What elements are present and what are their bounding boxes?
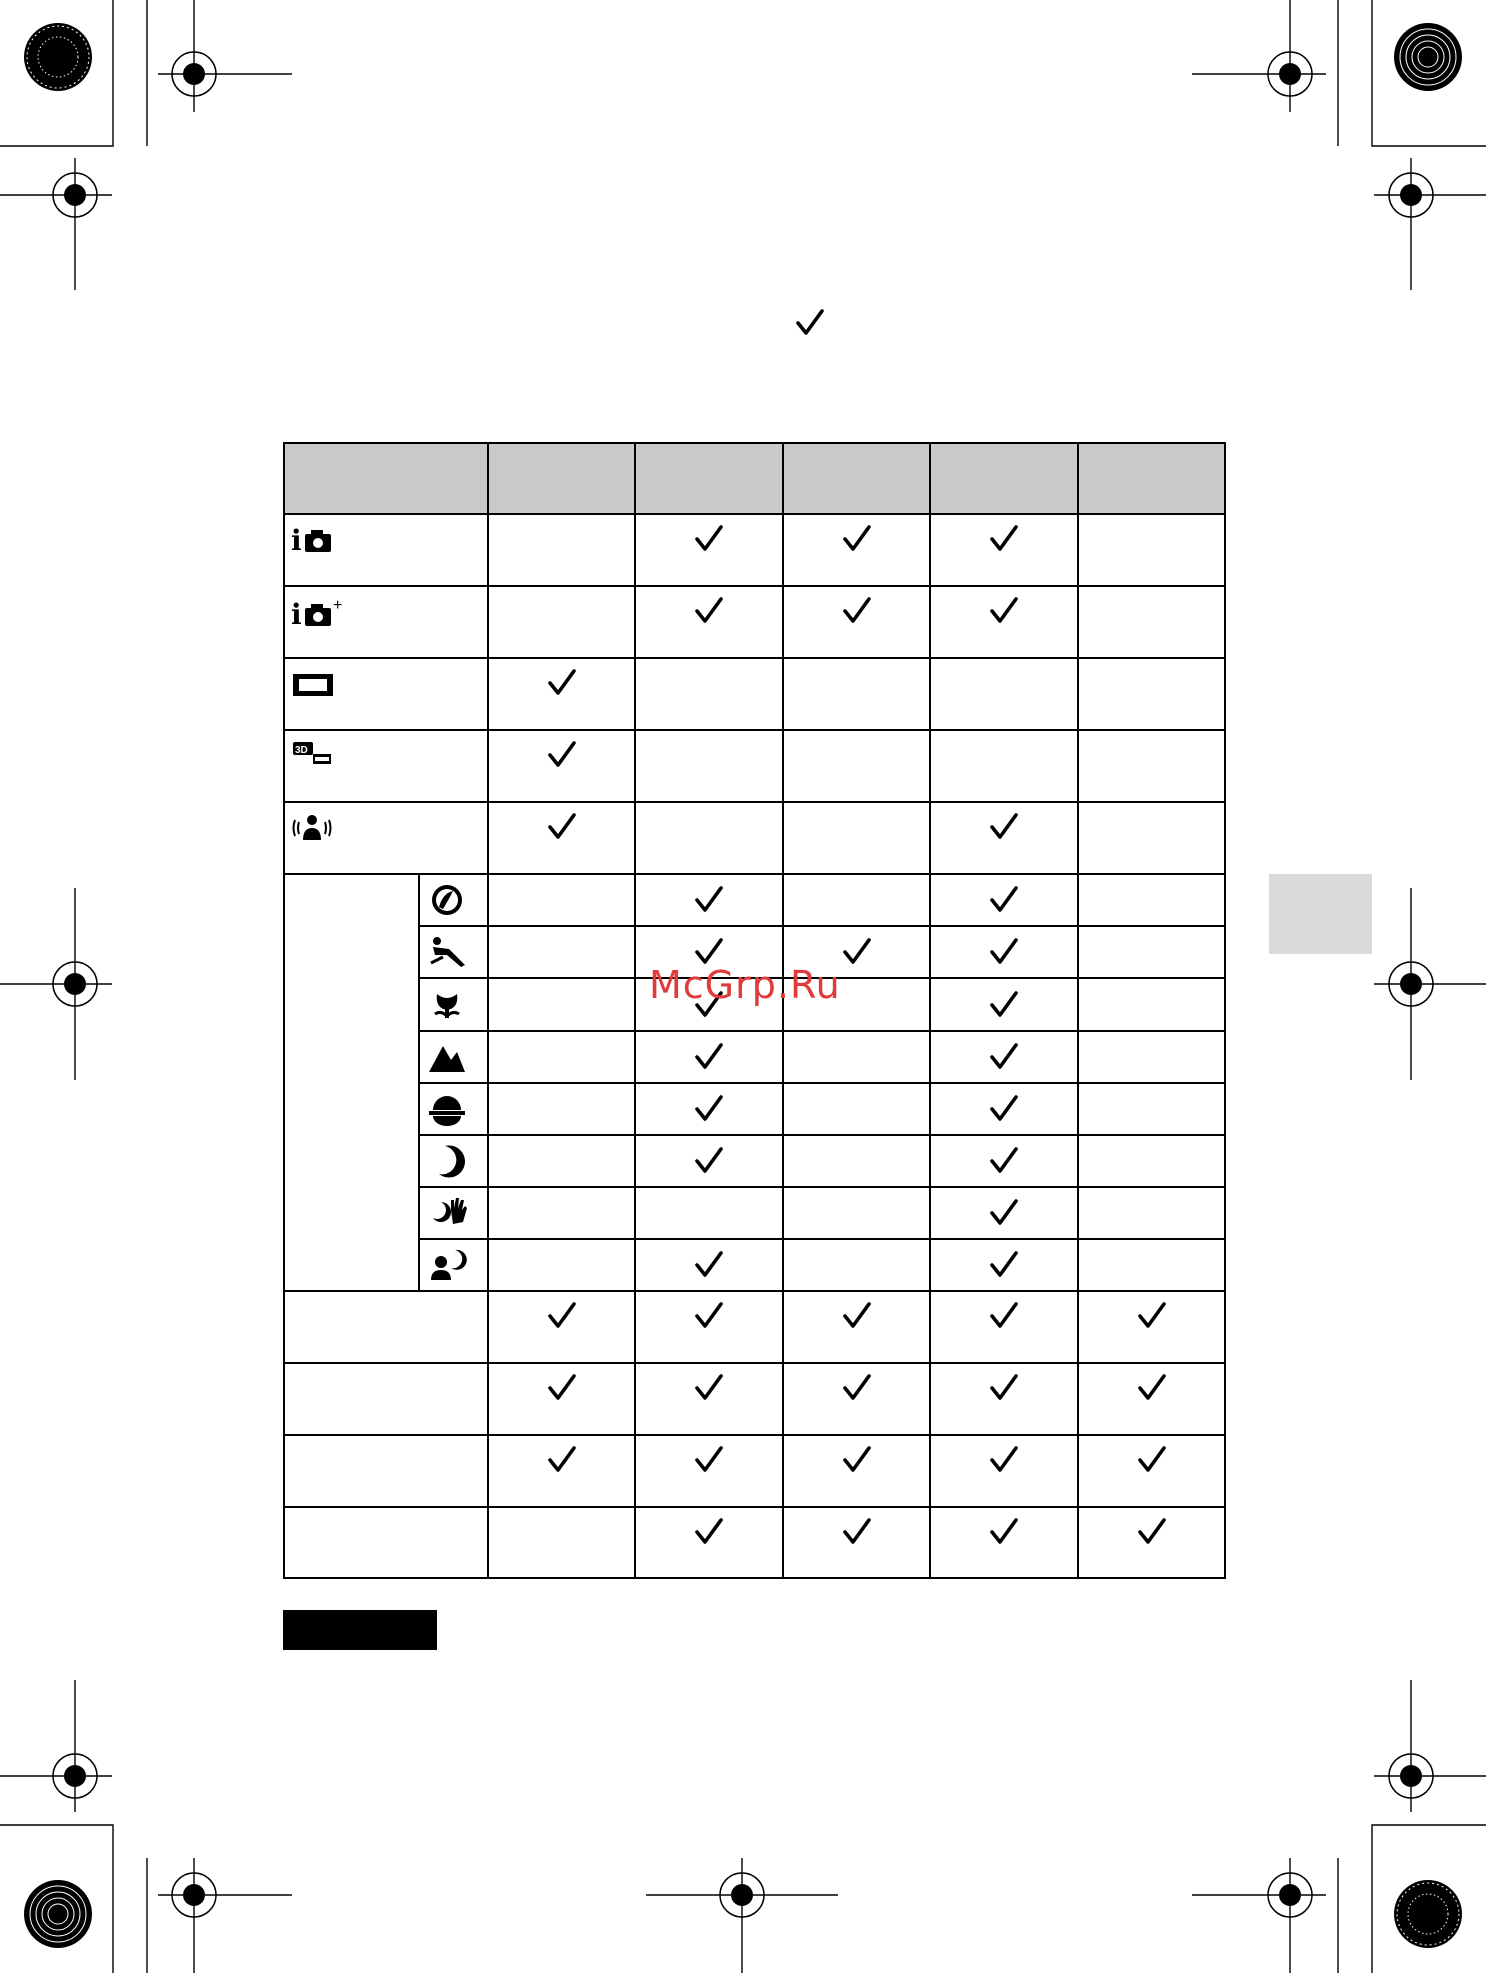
superior-auto-icon [291,596,343,631]
table-border [283,442,285,1579]
svg-text:+: + [333,597,343,614]
advanced-sports-icon [429,935,475,969]
landscape-icon [429,1040,475,1074]
check-icon [547,740,577,770]
sunset-icon [429,1092,475,1126]
column-divider [929,442,931,1579]
check-icon [989,1094,1019,1124]
check-icon [842,1517,872,1547]
check-icon [547,668,577,698]
check-icon [989,990,1019,1020]
row-divider [283,1362,1226,1364]
hand-held-twilight-icon [429,1196,475,1230]
check-icon [694,885,724,915]
row-divider [419,1082,1226,1084]
check-icon [989,1373,1019,1403]
check-icon [989,1517,1019,1547]
check-icon [989,885,1019,915]
soft-skin-icon [429,883,475,917]
check-icon [547,1373,577,1403]
check-icon [842,1445,872,1475]
column-divider [487,442,489,1579]
check-icon [547,812,577,842]
intelligent-auto-icon [291,524,337,558]
row-divider [419,1134,1226,1136]
row-divider [283,1290,1226,1292]
svg-text:i: i [291,598,302,631]
check-icon [694,1517,724,1547]
check-icon [842,1373,872,1403]
check-icon [989,596,1019,626]
check-icon [989,524,1019,554]
check-icon [842,524,872,554]
check-icon [1137,1301,1167,1331]
row-divider [283,1506,1226,1508]
check-icon [694,1445,724,1475]
check-icon [989,1198,1019,1228]
check-icon [694,1042,724,1072]
check-icon [989,1042,1019,1072]
column-divider [634,442,636,1579]
check-icon [694,1094,724,1124]
table-border [1224,442,1226,1579]
check-icon [842,937,872,967]
sweep-panorama-icon [291,668,337,702]
check-icon [989,1250,1019,1280]
check-icon [842,1301,872,1331]
check-icon [1137,1517,1167,1547]
check-icon [694,1146,724,1176]
svg-text:3D: 3D [295,745,308,756]
watermark: McGrp.Ru [649,963,841,1007]
check-icon [989,812,1019,842]
column-divider [1077,442,1079,1579]
table-border [283,442,1226,444]
check-icon [989,1146,1019,1176]
3d-sweep-panorama-icon [291,740,337,774]
row-divider [419,1030,1226,1032]
check-icon [989,937,1019,967]
row-divider [283,729,1226,731]
row-divider [283,801,1226,803]
check-icon [694,1301,724,1331]
night-portrait-icon [429,1248,475,1282]
check-icon [694,524,724,554]
row-divider [419,925,1226,927]
check-icon [694,1373,724,1403]
row-divider [283,873,1226,875]
anti-motion-blur-icon [291,812,337,846]
note-heading-bar [283,1610,437,1650]
check-icon [547,1445,577,1475]
svg-text:i: i [291,524,302,557]
night-scene-icon [429,1144,475,1178]
row-divider [419,1186,1226,1188]
macro-icon [429,988,475,1022]
row-divider [419,1238,1226,1240]
column-divider [782,442,784,1579]
table-border [283,1577,1226,1579]
check-icon [694,1250,724,1280]
table-header-row [283,442,1226,514]
legend-check-icon [795,308,825,338]
row-divider [283,1434,1226,1436]
check-icon [989,1301,1019,1331]
row-divider [283,513,1226,515]
check-icon [547,1301,577,1331]
compatibility-table [283,442,1226,1579]
check-icon [694,596,724,626]
check-icon [842,596,872,626]
check-icon [989,1445,1019,1475]
check-icon [1137,1445,1167,1475]
row-divider [283,585,1226,587]
row-divider [283,657,1226,659]
check-icon [1137,1373,1167,1403]
side-tab [1269,874,1372,954]
scene-subcolumn-divider [418,874,420,1291]
